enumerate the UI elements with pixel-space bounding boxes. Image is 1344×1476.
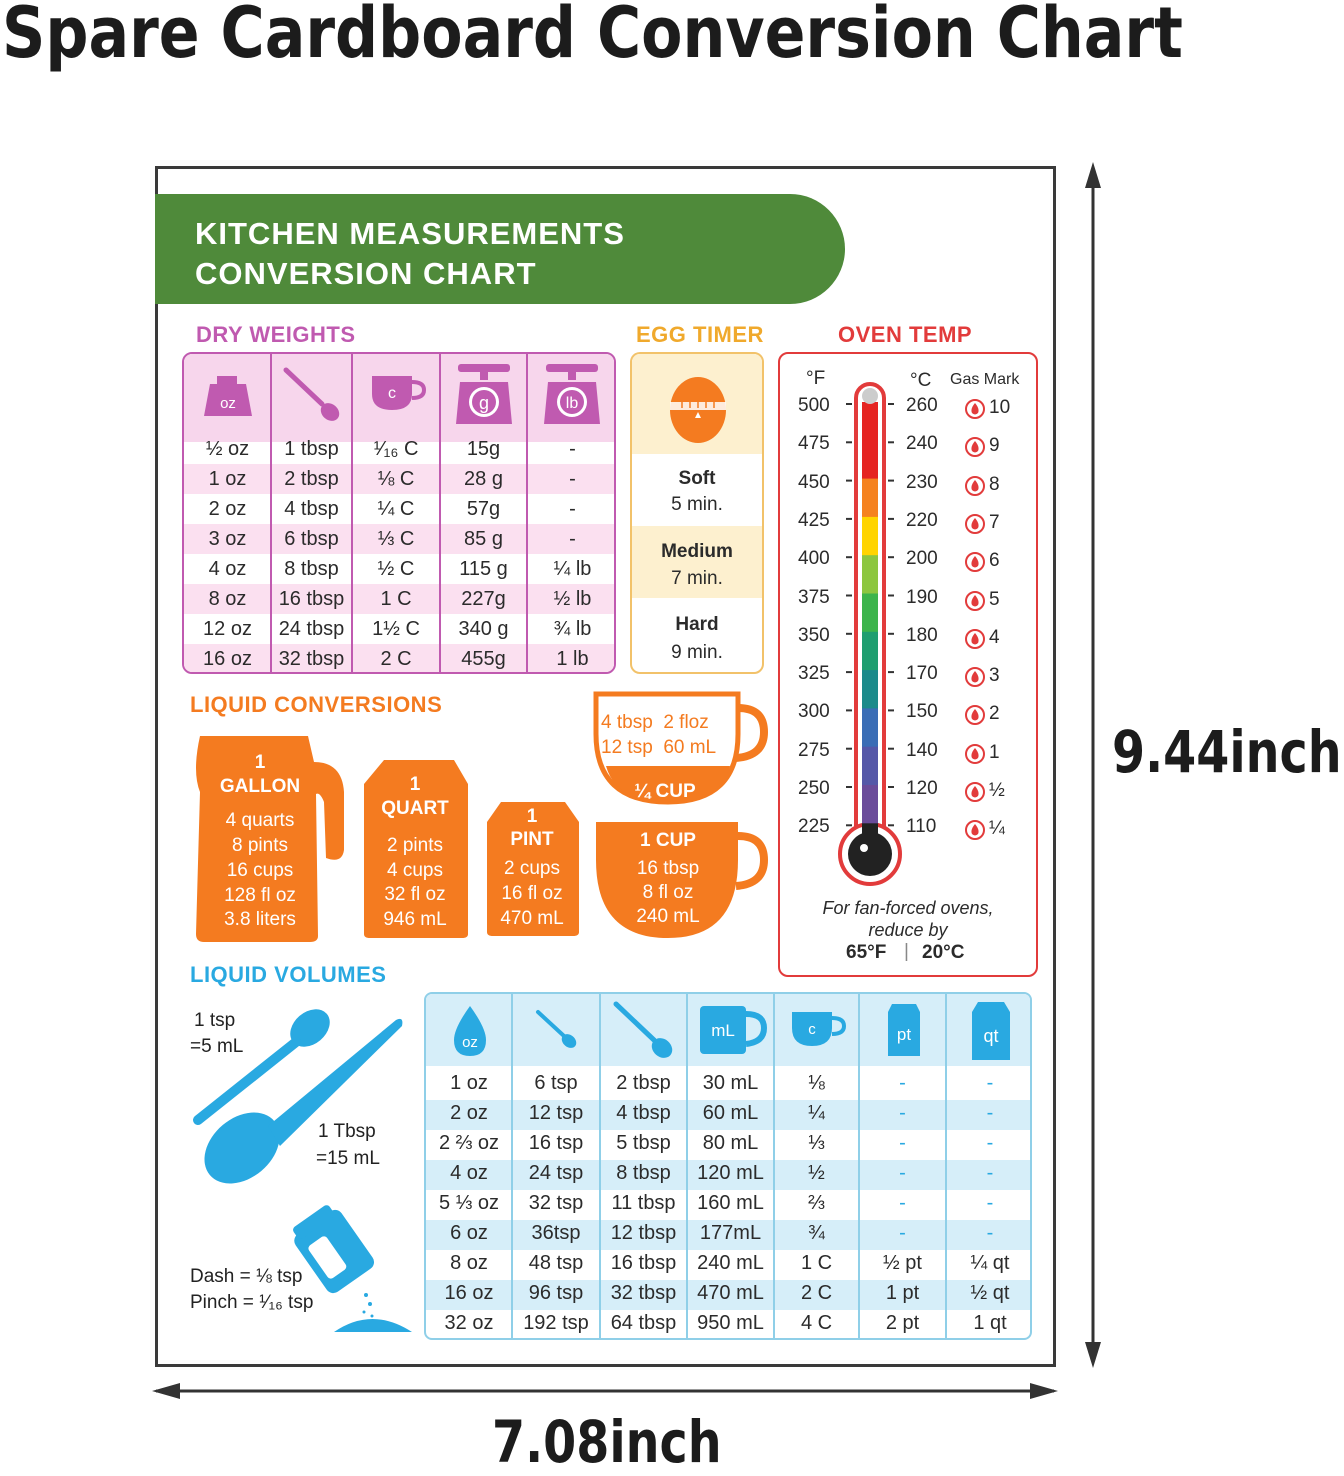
oven-f-value: 375 (798, 586, 830, 608)
fan-note-separator: | (904, 941, 909, 962)
dry-weights-cell: 4 oz (208, 558, 247, 580)
gas-mark-value: 3 (989, 665, 1000, 687)
liquid-volumes-cell: - (899, 1192, 906, 1214)
dry-weights-cell: 3 oz (208, 528, 247, 550)
oven-c-value: 180 (906, 624, 938, 646)
liquid-volumes-cell: - (899, 1222, 906, 1244)
gas-mark-value: 7 (989, 511, 1000, 533)
liquid-volumes-cell: - (986, 1162, 994, 1184)
dry-weights-cell: 1 oz (208, 468, 247, 490)
liquid-volumes-cell: - (986, 1072, 994, 1094)
dry-weights-cell: ¾ lb (553, 618, 592, 640)
liquid-volumes-cell: 16 tsp (528, 1132, 584, 1154)
liquid-volumes-cell: 80 mL (702, 1132, 759, 1154)
oven-f-value: 500 (798, 395, 830, 416)
dry-weights-cell: - (569, 438, 576, 460)
liquid-volumes-cell: 16 oz (444, 1282, 494, 1304)
dry-weights-cell: 2 C (380, 648, 412, 670)
liquid-volumes-cell: ⅓ (808, 1132, 825, 1154)
fan-note-c: 20°C (922, 942, 965, 963)
weight-icon-label: oz (220, 395, 236, 412)
quart-unit: QUART (381, 798, 449, 819)
liquid-volumes-cell: - (899, 1162, 906, 1184)
quart-qt-icon (970, 1000, 1012, 1062)
liquid-volumes-cell: 12 tbsp (610, 1222, 677, 1244)
liquid-volumes-cell: ¼ (808, 1102, 825, 1124)
quart-line: 32 fl oz (384, 884, 446, 905)
egg-soft-time: 5 min. (671, 494, 723, 515)
liquid-volumes-cell: 192 tsp (523, 1312, 589, 1334)
banner-title-line1: KITCHEN MEASUREMENTS (195, 216, 625, 251)
liquid-volumes-cell: 8 oz (450, 1252, 488, 1274)
dry-weights-cell: 1 lb (556, 648, 589, 670)
oven-c-value: 140 (906, 739, 938, 761)
thermometer-segment (862, 555, 878, 594)
dry-weights-cell: ¼ lb (553, 558, 592, 580)
drop-oz-icon (450, 1004, 490, 1058)
liquid-volumes-cell: 160 mL (697, 1192, 764, 1214)
liquid-volumes-title: LIQUID VOLUMES (190, 962, 387, 987)
oven-f-value: 275 (798, 739, 830, 761)
gas-flame-icon (964, 475, 986, 497)
egg-medium-time: 7 min. (671, 568, 723, 589)
dry-weights-cell: 115 g (459, 558, 508, 580)
liquid-volumes-cell: 2 C (800, 1282, 833, 1304)
oven-f-value: 300 (798, 701, 830, 723)
dry-weights-cell: - (569, 468, 576, 490)
liquid-volumes-cell: 2 ⅔ oz (438, 1132, 500, 1154)
gas-flame-icon (964, 590, 986, 612)
gas-mark-value: 6 (989, 550, 1000, 572)
dry-weights-cell: - (569, 498, 576, 520)
pint-number: 1 (526, 806, 538, 827)
scale-lb-label: lb (565, 395, 579, 412)
dry-weights-cell: - (569, 528, 576, 550)
oven-c-value: 230 (906, 471, 938, 493)
dry-weights-cell: 2 oz (208, 498, 247, 520)
oven-c-value: 150 (906, 701, 938, 723)
liquid-volumes-cell: ¾ (808, 1222, 825, 1244)
banner-title-line2: CONVERSION CHART (195, 256, 537, 291)
pint-line: 2 cups (504, 858, 560, 879)
tbsp-label: 1 Tbsp (318, 1121, 376, 1142)
liquid-volumes-cell: 8 tbsp (616, 1162, 671, 1184)
dry-weights-cell: 1½ C (372, 618, 420, 640)
liquid-volumes-cell: 32 tsp (528, 1192, 584, 1214)
liquid-volumes-cell: 1 C (800, 1252, 833, 1274)
liquid-volumes-cell: 177mL (699, 1222, 762, 1244)
dry-weights-cell: 455g (461, 648, 506, 670)
egg-timer-title: EGG TIMER (636, 322, 764, 347)
liquid-volumes-cell: 36tsp (531, 1222, 581, 1244)
oven-temp-panel (778, 352, 1038, 977)
liquid-volumes-cell: 11 tbsp (611, 1192, 676, 1214)
gas-mark-value: 9 (989, 435, 1000, 457)
oven-f-value: 325 (798, 663, 830, 685)
liquid-volumes-cell: 470 mL (697, 1282, 764, 1304)
spoon-icon (282, 366, 346, 426)
gas-flame-icon (964, 704, 986, 726)
dry-weights-title: DRY WEIGHTS (196, 322, 356, 347)
dry-weights-cell: 12 oz (203, 618, 252, 640)
dry-weights-cell: ½ lb (553, 588, 592, 610)
height-label: 9.44inch (1112, 718, 1342, 786)
fan-note-f: 65°F (846, 942, 887, 963)
gas-flame-icon (964, 781, 986, 803)
cup-c-icon (788, 1008, 850, 1050)
gas-flame-icon (964, 666, 986, 688)
thermometer-segment (862, 747, 878, 786)
tsp-label: 1 tsp (194, 1010, 236, 1031)
thermometer-segment (862, 594, 878, 633)
celsius-header: °C (910, 370, 932, 391)
dry-weights-cell: 227g (461, 588, 506, 610)
gallon-line: 128 fl oz (224, 885, 296, 906)
oven-f-value: 475 (798, 433, 830, 455)
egg-medium-label: Medium (661, 541, 733, 562)
liquid-volumes-cell: 950 mL (697, 1312, 764, 1334)
liquid-volumes-cell: - (899, 1072, 906, 1094)
egg-timer-icon (668, 368, 728, 444)
egg-hard-label: Hard (675, 614, 719, 635)
weight-icon (202, 374, 254, 418)
liquid-volumes-cell: - (986, 1132, 994, 1154)
scale-g-icon (454, 362, 514, 426)
gallon-line: 4 quarts (225, 810, 295, 831)
liquid-volumes-cell: ½ qt (970, 1282, 1010, 1304)
liquid-volumes-cell: - (986, 1102, 994, 1124)
one-cup-line: 16 tbsp (636, 858, 700, 879)
liquid-volumes-cell: 1 qt (973, 1312, 1007, 1334)
oven-c-value: 220 (906, 509, 938, 531)
quarter-cup-label: ¼ CUP (634, 781, 696, 802)
liquid-volumes-cell: 2 oz (450, 1102, 488, 1124)
gas-flame-icon (964, 398, 986, 420)
dry-weights-cell: 85 g (464, 528, 503, 550)
dry-weights-cell: 16 oz (203, 648, 252, 670)
oven-c-value: 110 (906, 816, 937, 838)
liquid-volumes-cell: ½ (808, 1162, 825, 1184)
liquid-volumes-cell: 32 tbsp (610, 1282, 677, 1304)
oven-f-value: 400 (798, 548, 830, 570)
liquid-volumes-cell: - (986, 1222, 994, 1244)
dry-weights-cell: 16 tbsp (278, 588, 345, 610)
width-arrow (150, 1378, 1060, 1404)
qt-icon-label: qt (983, 1026, 999, 1046)
thermometer-segment (862, 517, 878, 556)
liquid-volumes-cell: 12 tsp (528, 1102, 584, 1124)
dry-weights-cell: 15g (466, 438, 501, 460)
liquid-volumes-cell: 1 oz (450, 1072, 488, 1094)
thermometer-segment (862, 670, 878, 709)
tsp-equivalent: =5 mL (190, 1036, 244, 1057)
drop-oz-label: oz (462, 1034, 478, 1051)
quarter-cup-line: 12 tsp 60 mL (601, 737, 717, 758)
pint-line: 16 fl oz (501, 883, 563, 904)
liquid-volumes-cell: ⅛ (808, 1072, 825, 1094)
gas-mark-value: ¼ (989, 818, 1005, 840)
egg-soft-label: Soft (678, 468, 716, 489)
fan-note-line2: reduce by (868, 920, 948, 940)
thermometer (838, 382, 902, 892)
liquid-volumes-cell: 6 tsp (534, 1072, 578, 1094)
page-title: Spare Cardboard Conversion Chart (2, 0, 1183, 74)
one-cup-line: 8 fl oz (642, 882, 694, 903)
oven-f-value: 250 (798, 778, 830, 799)
dry-weights-cell: 4 tbsp (284, 498, 339, 520)
cup-c-label: c (808, 1021, 816, 1038)
dry-weights-cell: ⅛ C (377, 468, 415, 490)
dry-weights-cell: 8 oz (208, 588, 247, 610)
liquid-volumes-cell: 96 tsp (528, 1282, 584, 1304)
gas-mark-value: 1 (989, 741, 1000, 763)
liquid-volumes-cell: - (899, 1102, 906, 1124)
width-label: 7.08inch (492, 1408, 722, 1476)
pt-icon-label: pt (896, 1025, 912, 1044)
scale-g-label: g (478, 393, 490, 413)
gas-flame-icon (964, 551, 986, 573)
liquid-volumes-cell: 4 C (800, 1312, 833, 1334)
dry-weights-cell: 1 tbsp (284, 438, 339, 460)
oven-c-value: 170 (906, 663, 938, 685)
gallon-line: 8 pints (232, 835, 288, 856)
liquid-volumes-cell: 32 oz (444, 1312, 494, 1334)
gas-mark-value: 10 (989, 397, 1011, 418)
liquid-volumes-cell: 30 mL (702, 1072, 759, 1094)
oven-f-value: 350 (798, 624, 830, 646)
egg-timer-panel (630, 352, 764, 674)
gas-mark-header: Gas Mark (950, 371, 1020, 388)
liquid-volumes-table (424, 992, 1032, 1340)
liquid-volumes-cell: 2 pt (885, 1312, 920, 1334)
pint-line: 470 mL (500, 908, 564, 929)
teaspoon-icon (534, 1008, 580, 1052)
cup-icon-label: c (388, 385, 396, 402)
oven-c-value: 240 (906, 433, 938, 455)
gallon-unit: GALLON (219, 776, 301, 797)
pint-pt-icon (886, 1002, 922, 1058)
height-arrow (1078, 160, 1108, 1370)
oven-f-value: 425 (798, 509, 830, 531)
thermometer-segment (862, 440, 878, 479)
quart-line: 4 cups (387, 860, 443, 881)
fan-note-line1: For fan-forced ovens, (822, 898, 994, 918)
dry-weights-cell: 1 C (380, 588, 412, 610)
liquid-volumes-cell: 5 tbsp (616, 1132, 671, 1154)
liquid-volumes-cell: ⅔ (808, 1192, 825, 1214)
liquid-volumes-cell: - (986, 1192, 994, 1214)
one-cup-line: 240 mL (636, 906, 700, 927)
dry-weights-table (182, 352, 616, 674)
pinch-label: Pinch = ¹⁄₁₆ tsp (190, 1292, 314, 1313)
fahrenheit-header: °F (806, 368, 826, 389)
liquid-volumes-cell: 6 oz (450, 1222, 488, 1244)
liquid-volumes-cell: 24 tsp (528, 1162, 584, 1184)
thermometer-segment (862, 708, 878, 747)
gas-flame-icon (964, 819, 986, 841)
liquid-volumes-cell: ½ pt (883, 1252, 922, 1274)
gallon-line: 3.8 liters (224, 909, 296, 930)
dry-weights-cell: 6 tbsp (284, 528, 339, 550)
dry-weights-cell: 28 g (464, 468, 503, 490)
ml-icon-label: mL (711, 1021, 735, 1040)
thermometer-segment (862, 632, 878, 671)
liquid-volumes-cell: 16 tbsp (610, 1252, 677, 1274)
gallon-number: 1 (254, 752, 266, 773)
egg-hard-time: 9 min. (671, 642, 723, 663)
liquid-volumes-cell: 60 mL (702, 1102, 759, 1124)
tbsp-equivalent: =15 mL (316, 1148, 380, 1169)
dry-weights-cell: 57g (466, 498, 501, 520)
dry-weights-cell: 2 tbsp (284, 468, 339, 490)
dry-weights-cell: 8 tbsp (284, 558, 339, 580)
quart-line: 2 pints (387, 835, 443, 856)
oven-temp-title: OVEN TEMP (838, 322, 973, 347)
oven-f-value: 225 (798, 816, 830, 838)
liquid-volumes-cell: 4 tbsp (616, 1102, 671, 1124)
gas-mark-value: 2 (989, 703, 1000, 725)
measuring-cup-ml-icon (696, 1004, 770, 1058)
cup-icon (368, 370, 428, 414)
gas-mark-value: ½ (989, 780, 1005, 801)
quart-number: 1 (409, 774, 421, 795)
oven-f-value: 450 (798, 471, 830, 493)
gas-flame-icon (964, 513, 986, 535)
thermometer-segment (862, 402, 878, 441)
gas-flame-icon (964, 436, 986, 458)
liquid-conversions-title: LIQUID CONVERSIONS (190, 692, 443, 717)
oven-c-value: 190 (906, 586, 938, 608)
gas-flame-icon (964, 743, 986, 765)
tablespoon-icon (612, 1000, 676, 1062)
gallon-line: 16 cups (226, 860, 294, 881)
liquid-volumes-cell: 64 tbsp (610, 1312, 677, 1334)
oven-c-value: 260 (906, 395, 938, 416)
dry-weights-cell: ⅓ C (377, 528, 415, 550)
gas-flame-icon (964, 628, 986, 650)
liquid-volumes-cell: 240 mL (697, 1252, 764, 1274)
dry-weights-cell: ½ C (377, 558, 415, 580)
dry-weights-cell: 340 g (458, 618, 509, 640)
liquid-volumes-cell: - (899, 1132, 906, 1154)
dry-weights-cell: ½ oz (205, 438, 250, 460)
gas-mark-value: 8 (989, 473, 1000, 495)
liquid-volumes-cell: 48 tsp (528, 1252, 584, 1274)
liquid-volumes-cell: 5 ⅓ oz (438, 1192, 500, 1214)
dry-weights-cell: 24 tbsp (278, 618, 345, 640)
liquid-volumes-cell: 120 mL (697, 1162, 764, 1184)
gas-mark-value: 4 (989, 626, 1000, 648)
thermometer-segment (862, 785, 878, 824)
oven-c-value: 200 (906, 548, 938, 570)
quarter-cup-line: 4 tbsp 2 floz (601, 712, 709, 733)
dry-weights-cell: ¼ C (377, 498, 415, 520)
liquid-volumes-cell: 1 pt (885, 1282, 920, 1304)
dash-label: Dash = ⅛ tsp (190, 1266, 303, 1287)
liquid-volumes-cell: 2 tbsp (616, 1072, 671, 1094)
gas-mark-value: 5 (989, 588, 1000, 610)
dry-weights-cell: ¹⁄₁₆ C (373, 438, 419, 460)
thermometer-segment (862, 479, 878, 518)
pint-unit: PINT (510, 829, 554, 850)
oven-c-value: 120 (906, 778, 938, 799)
liquid-volumes-cell: 4 oz (450, 1162, 488, 1184)
scale-lb-icon (542, 362, 602, 426)
quart-line: 946 mL (383, 909, 447, 930)
one-cup-label: 1 CUP (640, 830, 696, 851)
dry-weights-cell: 32 tbsp (278, 648, 345, 670)
liquid-volumes-cell: ¼ qt (970, 1252, 1010, 1274)
